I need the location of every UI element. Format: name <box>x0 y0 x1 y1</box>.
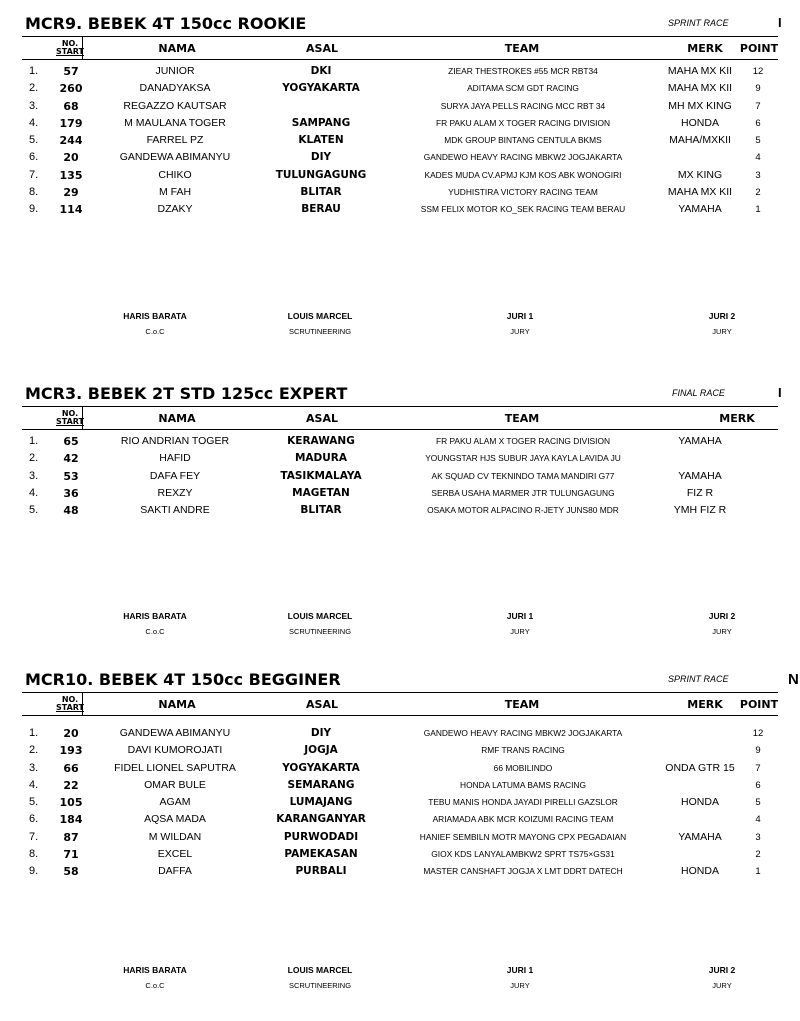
row-origin: TASIKMALAYA <box>280 469 362 482</box>
table-header <box>22 36 778 60</box>
table-row <box>0 184 800 201</box>
row-position: 7. <box>29 168 39 181</box>
table-row <box>0 149 800 166</box>
row-position: 4. <box>29 116 39 129</box>
row-position: 5. <box>29 796 39 809</box>
row-brand: MAHA MX KII <box>667 82 733 95</box>
row-rider-name: CHIKO <box>158 168 192 181</box>
row-brand: YAMAHA <box>678 469 722 482</box>
header-no-start: NO. START <box>55 39 85 56</box>
row-start-number: 42 <box>63 452 79 466</box>
row-team: ZIEAR THESTROKES #55 MCR RBT34 <box>448 66 598 76</box>
row-brand: YAMAHA <box>678 435 722 447</box>
row-start-number: 260 <box>59 82 83 96</box>
row-brand: YAMAHA <box>678 830 722 843</box>
race-type-label: SPRINT RACE <box>668 674 729 684</box>
edge-mark: I <box>778 385 782 400</box>
table-row <box>0 63 800 80</box>
row-team: TEBU MANIS HONDA JAYADI PIRELLI GAZSLOR <box>428 797 618 808</box>
row-position: 1. <box>29 65 39 77</box>
row-position: 5. <box>29 134 39 147</box>
row-team: MDK GROUP BINTANG CENTULA BKMS <box>444 135 602 146</box>
row-rider-name: OMAR BULE <box>144 778 206 791</box>
row-point <box>746 468 770 485</box>
race-type-label: FINAL RACE <box>672 388 725 398</box>
row-start-number: 58 <box>63 865 79 879</box>
row-rider-name: AQSA MADA <box>144 813 206 826</box>
row-rider-name: M FAH <box>158 186 192 199</box>
header-merk: MERK <box>687 697 723 711</box>
row-start-number: 20 <box>63 727 79 740</box>
row-point: 4 <box>755 152 761 164</box>
row-brand: MAHA MX KII <box>667 186 733 199</box>
row-start-number: 114 <box>59 203 83 217</box>
row-point: 3 <box>755 831 761 843</box>
row-start-number: 57 <box>63 65 79 78</box>
row-position: 1. <box>29 435 39 447</box>
row-origin: PAMEKASAN <box>284 848 358 861</box>
row-origin: YOGYAKARTA <box>282 761 360 774</box>
table-row <box>0 450 800 467</box>
row-position: 7. <box>29 830 39 843</box>
row-rider-name: M MAULANA TOGER <box>124 116 226 129</box>
edge-mark: I <box>778 15 782 30</box>
row-team: HONDA LATUMA BAMS RACING <box>460 779 586 790</box>
row-point: 1 <box>755 204 761 216</box>
row-rider-name: SAKTI ANDRE <box>140 504 210 517</box>
table-row <box>0 167 800 184</box>
row-brand <box>660 450 740 467</box>
row-team: SSM FELIX MOTOR KO_SEK RACING TEAM BERAU <box>420 204 626 215</box>
row-origin: MAGETAN <box>292 486 350 499</box>
row-rider-name: GANDEWA ABIMANYU <box>119 151 231 164</box>
table-header <box>22 692 778 716</box>
row-origin: SEMARANG <box>287 778 355 791</box>
results-table <box>0 63 800 219</box>
row-start-number: 71 <box>63 848 79 862</box>
row-rider-name: DAFA FEY <box>149 469 201 482</box>
row-rider-name: DAFFA <box>158 865 192 878</box>
row-team: FR PAKU ALAM X TOGER RACING DIVISION <box>435 117 611 128</box>
table-row <box>0 863 800 880</box>
row-start-number: 179 <box>59 116 83 130</box>
row-origin: KARANGANYAR <box>276 813 366 826</box>
row-origin <box>260 98 382 115</box>
section-title: MCR10. BEBEK 4T 150cc BEGGINER <box>25 670 341 689</box>
row-brand <box>660 725 740 742</box>
row-start-number: 20 <box>63 151 79 165</box>
row-rider-name: REXZY <box>157 486 193 499</box>
row-origin: BLITAR <box>300 504 342 517</box>
row-origin: LUMAJANG <box>289 796 353 809</box>
header-point: POINT <box>739 697 779 711</box>
row-start-number: 135 <box>59 168 83 182</box>
row-rider-name: REGAZZO KAUTSAR <box>123 99 227 112</box>
table-row <box>0 468 800 485</box>
table-row <box>0 846 800 863</box>
row-team: SURYA JAYA PELLS RACING MCC RBT 34 <box>440 100 606 111</box>
row-team: GANDEWO HEAVY RACING MBKW2 JOGJAKARTA <box>423 728 623 738</box>
row-point: 12 <box>752 66 764 77</box>
row-start-number: 53 <box>63 469 79 483</box>
signature-juri-2: JURI 2 JURY <box>708 965 736 990</box>
row-start-number: 68 <box>63 99 79 113</box>
row-brand: YMH FIZ R <box>673 504 727 517</box>
row-rider-name: GANDEWA ABIMANYU <box>119 727 231 739</box>
row-start-number: 36 <box>63 486 79 500</box>
row-rider-name: FIDEL LIONEL SAPUTRA <box>114 761 236 774</box>
row-position: 3. <box>29 469 39 482</box>
table-row <box>0 829 800 846</box>
row-point: 5 <box>755 797 761 809</box>
signature-juri-2: JURI 2 JURY <box>708 311 736 336</box>
row-origin: DIY <box>310 727 332 739</box>
row-position: 3. <box>29 761 39 774</box>
row-position: 6. <box>29 813 39 826</box>
signature-coc: HARIS BARATA C.o.C <box>123 965 187 990</box>
row-origin: PURWODADI <box>283 830 359 843</box>
header-asal: ASAL <box>306 697 338 711</box>
row-position: 1. <box>29 727 39 739</box>
row-point: 2 <box>755 187 761 199</box>
row-origin: PURBALI <box>295 865 347 878</box>
signature-juri-1: JURI 1 JURY <box>506 611 534 636</box>
row-origin: JOGJA <box>304 744 338 757</box>
table-row <box>0 725 800 742</box>
row-rider-name: AGAM <box>159 796 191 809</box>
row-point <box>746 433 770 450</box>
row-position: 9. <box>29 865 39 878</box>
row-point <box>746 450 770 467</box>
row-start-number: 22 <box>63 778 79 792</box>
row-start-number: 184 <box>59 813 83 827</box>
row-position: 4. <box>29 778 39 791</box>
row-rider-name: DANADYAKSA <box>139 82 211 95</box>
row-start-number: 65 <box>63 435 79 448</box>
row-brand: MX KING <box>677 168 723 181</box>
row-team: HANIEF SEMBILN MOTR MAYONG CPX PEGADAIAN <box>419 831 627 842</box>
signature-scrutineering: LOUIS MARCEL SCRUTINEERING <box>287 311 353 336</box>
row-team: RMF TRANS RACING <box>481 745 565 756</box>
table-row <box>0 502 800 519</box>
row-point: 9 <box>755 83 761 95</box>
row-point: 5 <box>755 135 761 147</box>
row-start-number: 87 <box>63 830 79 844</box>
table-row <box>0 485 800 502</box>
row-brand <box>660 149 740 166</box>
edge-mark: N <box>788 671 799 688</box>
row-start-number: 193 <box>59 744 83 758</box>
row-point: 9 <box>755 745 761 757</box>
row-origin: KLATEN <box>298 134 344 147</box>
header-merk: MERK <box>719 411 755 425</box>
row-team: ARIAMADA ABK MCR KOIZUMI RACING TEAM <box>432 814 614 825</box>
table-row <box>0 811 800 828</box>
row-start-number: 105 <box>59 796 83 810</box>
row-origin: YOGYAKARTA <box>282 82 360 95</box>
row-point: 2 <box>755 849 761 861</box>
row-origin: DIY <box>310 151 332 164</box>
row-team: FR PAKU ALAM X TOGER RACING DIVISION <box>435 436 611 446</box>
row-brand <box>660 811 740 828</box>
row-point <box>746 502 770 519</box>
row-origin: DKI <box>310 65 332 77</box>
table-row <box>0 760 800 777</box>
header-nama: NAMA <box>158 411 196 425</box>
row-brand <box>660 777 740 794</box>
row-rider-name: RIO ANDRIAN TOGER <box>120 435 230 447</box>
row-start-number: 48 <box>63 504 79 518</box>
table-row <box>0 777 800 794</box>
row-brand: YAMAHA <box>678 203 722 216</box>
table-row <box>0 742 800 759</box>
row-brand: HONDA <box>681 796 719 809</box>
row-point: 7 <box>755 762 761 774</box>
row-position: 8. <box>29 186 39 199</box>
row-brand: MAHA/MXKII <box>669 134 731 147</box>
header-team: TEAM <box>504 41 540 55</box>
row-start-number: 29 <box>63 186 79 200</box>
row-point: 3 <box>755 169 761 181</box>
row-start-number: 66 <box>63 761 79 775</box>
row-point: 6 <box>755 779 761 791</box>
race-type-label: SPRINT RACE <box>668 18 729 28</box>
row-team: ADITAMA SCM GDT RACING <box>467 83 579 94</box>
table-row <box>0 98 800 115</box>
row-origin: SAMPANG <box>291 116 351 129</box>
row-team: AK SQUAD CV TEKNINDO TAMA MANDIRI G77 <box>431 470 615 481</box>
header-team: TEAM <box>504 411 540 425</box>
table-row <box>0 132 800 149</box>
row-point: 7 <box>755 100 761 112</box>
row-rider-name: HAFID <box>159 452 191 465</box>
header-asal: ASAL <box>306 41 338 55</box>
header-asal: ASAL <box>306 411 338 425</box>
row-position: 8. <box>29 848 39 861</box>
section-title: MCR3. BEBEK 2T STD 125cc EXPERT <box>25 384 348 403</box>
table-row <box>0 80 800 97</box>
results-table <box>0 433 800 519</box>
row-position: 4. <box>29 486 39 499</box>
header-nama: NAMA <box>158 697 196 711</box>
row-position: 2. <box>29 452 39 465</box>
row-origin: TULUNGAGUNG <box>275 168 367 181</box>
header-team: TEAM <box>504 697 540 711</box>
row-team: YOUNGSTAR HJS SUBUR JAYA KAYLA LAVIDA JU <box>425 453 621 464</box>
row-brand: HONDA <box>681 116 719 129</box>
signature-coc: HARIS BARATA C.o.C <box>123 311 187 336</box>
row-brand: MAHA MX KII <box>667 65 733 77</box>
header-merk: MERK <box>687 41 723 55</box>
row-point <box>746 485 770 502</box>
table-row <box>0 115 800 132</box>
row-position: 3. <box>29 99 39 112</box>
row-brand: FIZ R <box>686 486 714 499</box>
row-point: 6 <box>755 117 761 129</box>
signature-coc: HARIS BARATA C.o.C <box>123 611 187 636</box>
row-position: 2. <box>29 82 39 95</box>
signature-scrutineering: LOUIS MARCEL SCRUTINEERING <box>287 611 353 636</box>
row-brand <box>660 846 740 863</box>
row-brand <box>660 742 740 759</box>
row-origin: MADURA <box>294 452 348 465</box>
row-team: KADES MUDA CV.APMJ KJM KOS ABK WONOGIRI <box>424 169 622 180</box>
header-nama: NAMA <box>158 41 196 55</box>
signature-juri-1: JURI 1 JURY <box>506 965 534 990</box>
table-row <box>0 433 800 450</box>
row-origin: BERAU <box>301 203 341 216</box>
row-point: 12 <box>752 728 764 739</box>
row-origin: KERAWANG <box>287 435 355 447</box>
race-section-mcr9 <box>0 14 800 344</box>
row-team: YUDHISTIRA VICTORY RACING TEAM <box>448 187 598 198</box>
row-team: 66 MOBILINDO <box>493 762 553 773</box>
row-team: MASTER CANSHAFT JOGJA X LMT DDRT DATECH <box>423 866 623 877</box>
row-point: 4 <box>755 814 761 826</box>
row-position: 9. <box>29 203 39 216</box>
row-team: GANDEWO HEAVY RACING MBKW2 JOGJAKARTA <box>423 152 623 163</box>
row-position: 2. <box>29 744 39 757</box>
signature-juri-1: JURI 1 JURY <box>506 311 534 336</box>
row-team: SERBA USAHA MARMER JTR TULUNGAGUNG <box>431 487 615 498</box>
row-rider-name: M WILDAN <box>148 830 202 843</box>
row-position: 6. <box>29 151 39 164</box>
table-row <box>0 201 800 218</box>
row-position: 5. <box>29 504 39 517</box>
row-team: GIOX KDS LANYALAMBKW2 SPRT TS75×GS31 <box>431 849 615 860</box>
row-origin: BLITAR <box>300 186 342 199</box>
row-brand: ONDA GTR 15 <box>665 761 735 774</box>
row-rider-name: FARREL PZ <box>146 134 204 147</box>
row-rider-name: DAVI KUMOROJATI <box>127 744 223 757</box>
signature-juri-2: JURI 2 JURY <box>708 611 736 636</box>
header-no-start: NO. START <box>55 695 85 712</box>
table-header <box>22 406 778 430</box>
row-rider-name: JUNIOR <box>155 65 195 77</box>
row-start-number: 244 <box>59 134 83 148</box>
row-rider-name: EXCEL <box>157 848 193 861</box>
race-section-mcr3 <box>0 384 800 644</box>
row-brand: MH MX KING <box>668 99 732 112</box>
table-row <box>0 794 800 811</box>
header-point: POINT <box>739 41 779 55</box>
header-no-start: NO. START <box>55 409 85 426</box>
section-title: MCR9. BEBEK 4T 150cc ROOKIE <box>25 14 307 33</box>
row-brand: HONDA <box>681 865 719 878</box>
row-point: 1 <box>755 866 761 878</box>
row-team: OSAKA MOTOR ALPACINO R-JETY JUNS80 MDR <box>427 505 619 516</box>
race-section-mcr10 <box>0 670 800 1000</box>
signature-scrutineering: LOUIS MARCEL SCRUTINEERING <box>287 965 353 990</box>
results-table <box>0 725 800 881</box>
row-rider-name: DZAKY <box>157 203 193 216</box>
